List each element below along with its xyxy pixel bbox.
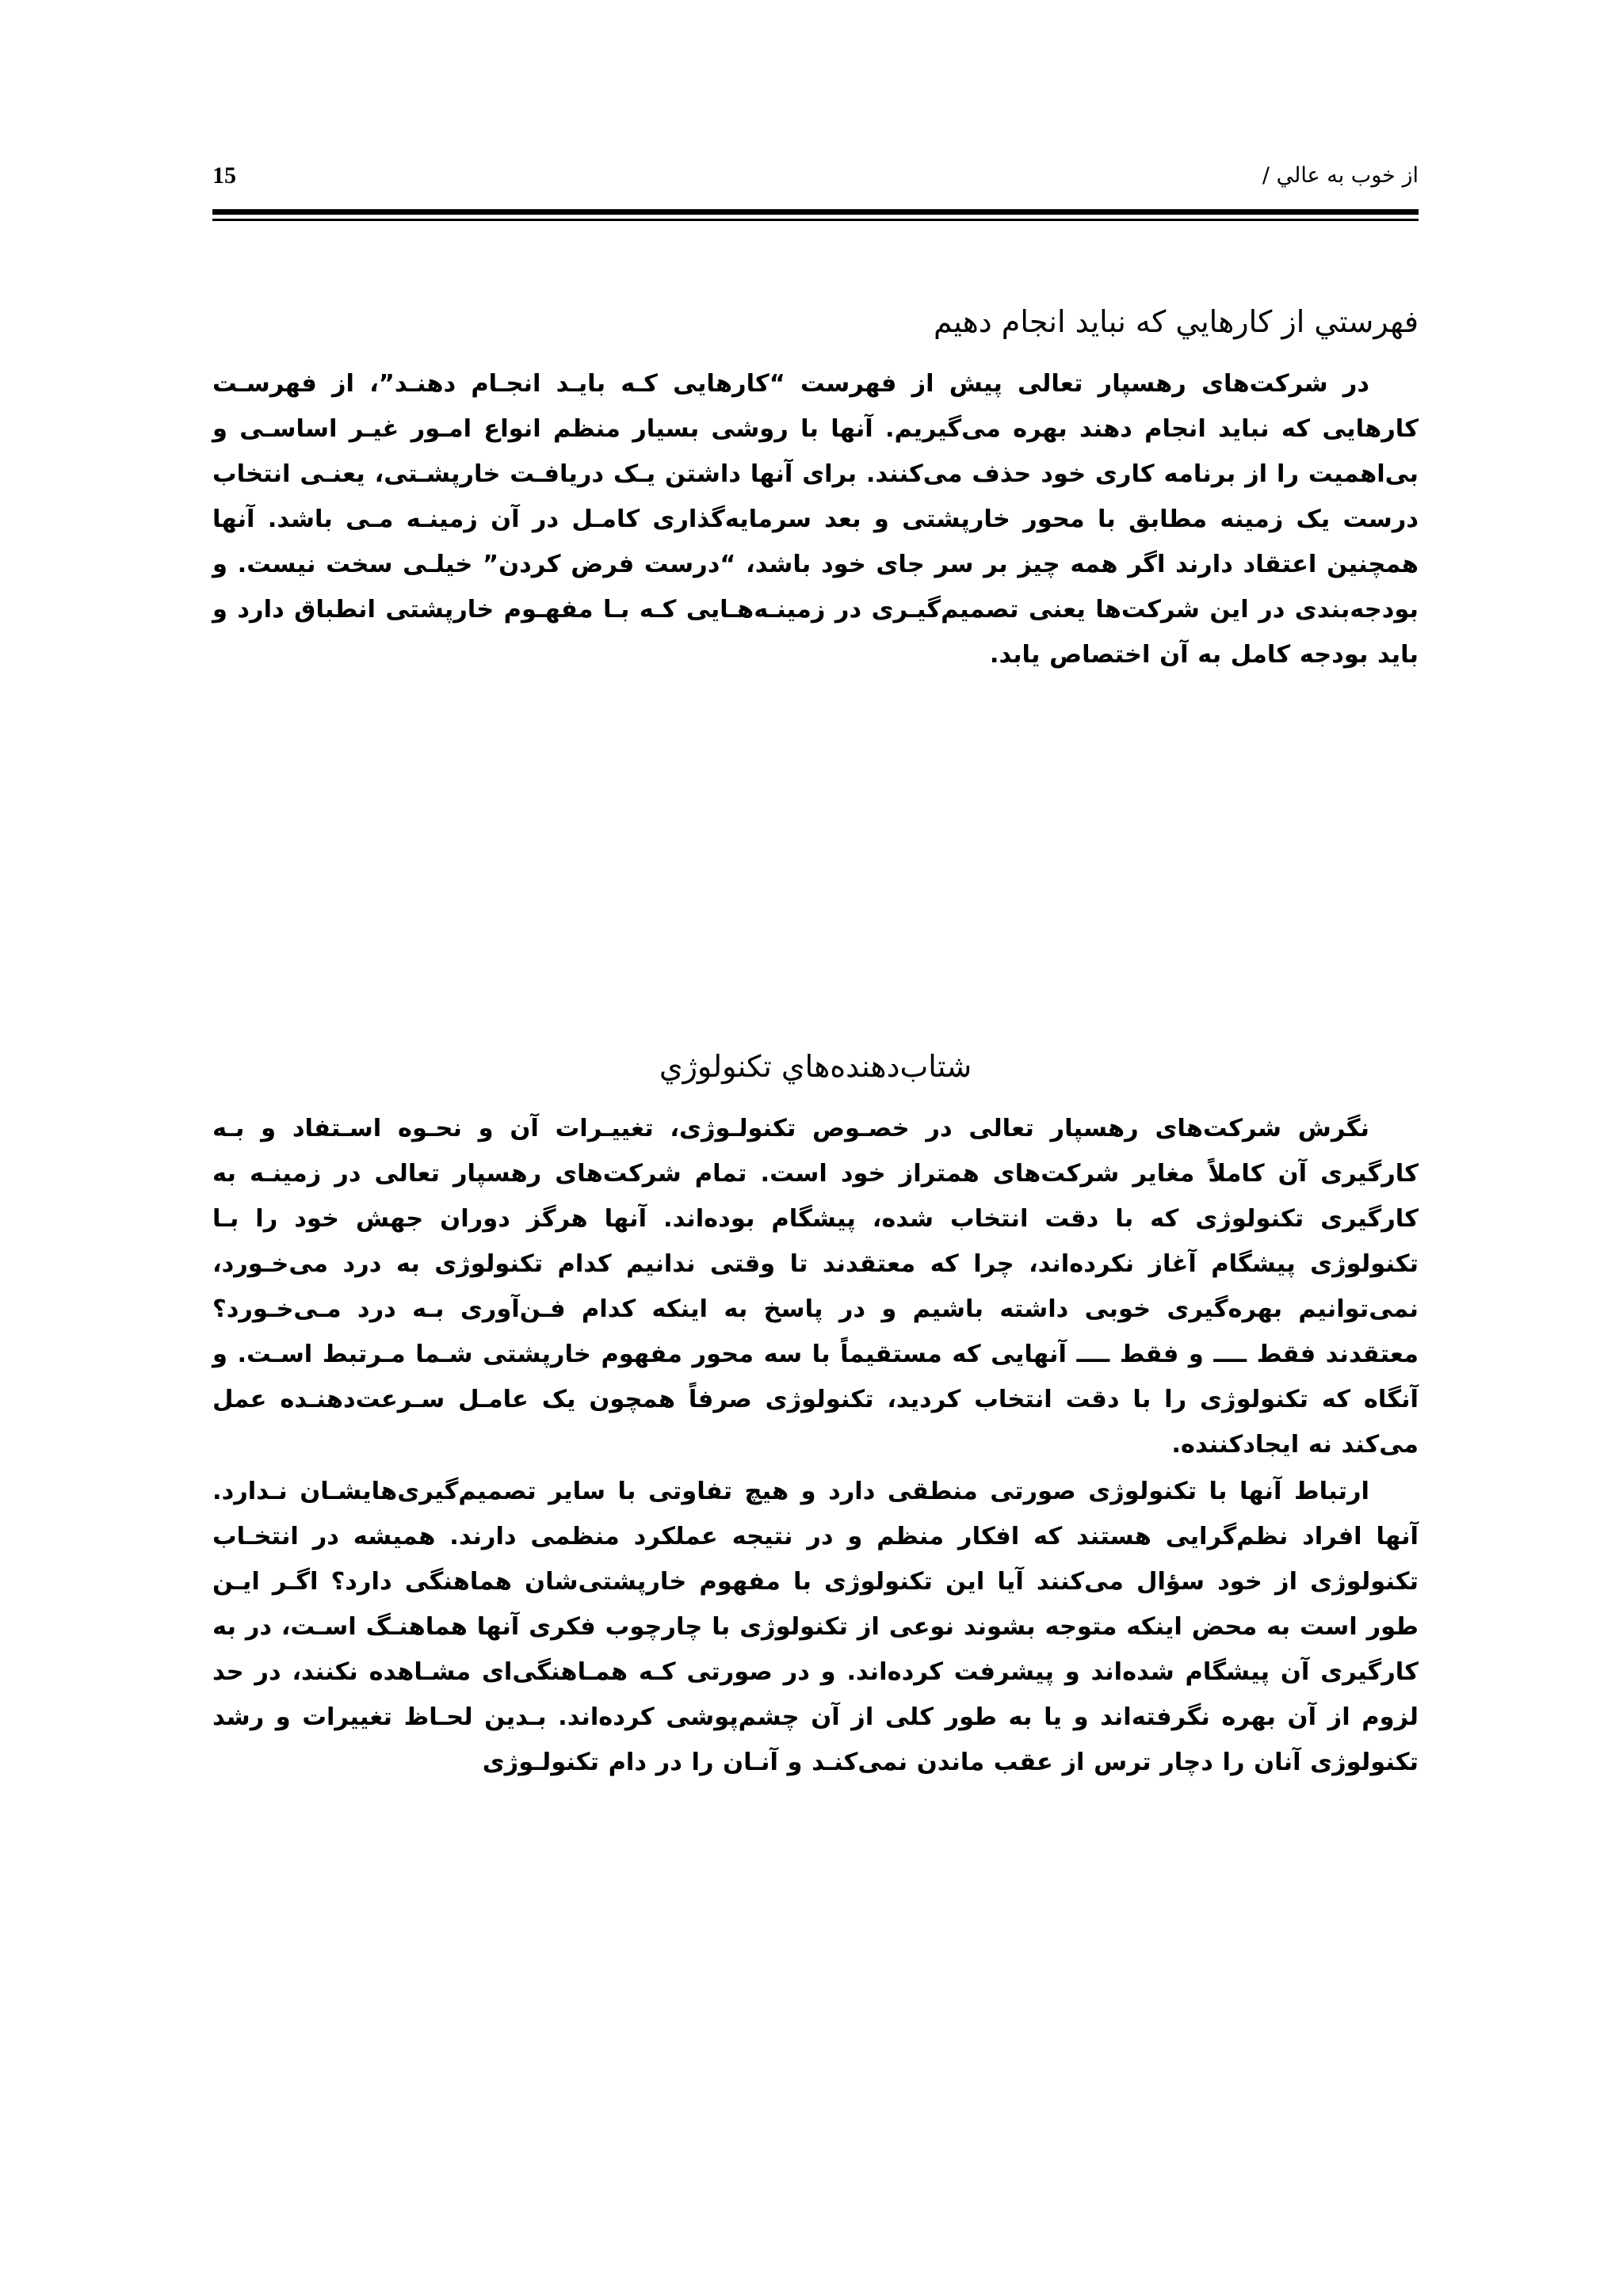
section-technology-accelerators [212,1044,1419,1787]
paragraph: نگرش شرکت‌های رهسپار تعالی در خصـوص تکنولـوژی، تغییـرات آن و نحـوه اسـتفاد و بـه کارگیری آن کاملاً مغایر شرکت‌های همتراز خود است. تمام شرکت‌های رهسپار تعالی در زمینـه به کارگیری تکنولوژی که با دقت انتخاب شده، پیشگام بوده‌اند. آنها هرگز دوران جهش خود را بـا تکنولوژی پیشگام آغاز نکرده‌اند، چرا که معتقدند تا وقتی ندانیم کدام تکنولوژی به درد می‌خـورد، نمی‌توانیم بهره‌گیری خوبی داشته باشیم و در پاسخ به اینکه کدام فـن‌آوری بـه درد مـی‌خـورد؟ معتقدند فقط ــــ و فقط ــــ آنهایی که مستقیماً با سه محور مفهوم خارپشتی شـما مـرتبط اسـت. و آنگاه که تکنولوژی را با دقت انتخاب کردید، تکنولوژی صرفاً همچون یک عامـل سـرعت‌دهنـده عمل می‌کند نه ایجادکننده. [212,1115,1419,1459]
page-header [212,155,1419,203]
paragraph: ارتباط آنها با تکنولوژی صورتی منطقی دارد و هیچ تفاوتی با سایر تصمیم‌گیری‌هایشـان نـدارد. آنها افراد نظم‌گرایی هستند که افکار منظم و در نتیجه عملکرد منظمی دارند. همیشه در انتخـاب تکنولوژی از خود سؤال می‌کنند آیا این تکنولوژی با مفهوم خارپشتی‌شان هماهنگی دارد؟ اگـر ایـن طور است به محض اینکه متوجه بشوند نوعی از تکنولوژی با چارچوب فکری آنها هماهنـگ اسـت، در به کارگیری آن پیشگام شده‌اند و پیشرفت کرده‌اند. و در صورتی کـه همـاهنگی‌ای مشـاهده نکنند، در حد لزوم از آن بهره نگرفته‌اند و یا به طور کلی از آن چشم‌پوشی کرده‌اند. بـدین لحـاظ تغییرات و رشد تکنولوژی آنان را دچار ترس از عقب ماندن نمی‌کنـد و آنـان را در دام تکنولـوژی [212,1478,1419,1776]
section-things-not-to-do [212,299,1419,679]
page-number: 15 [212,162,236,189]
section-heading: فهرستي از كارهايي كه نبايد انجام دهيم [934,304,1419,339]
section-heading: شتاب‌دهنده‌هاي تكنولوژي [659,1049,972,1084]
paragraph: در شرکت‌های رهسپار تعالی پیش از فهرست “کارهایی کـه بایـد انجـام دهنـد”، از فهرسـت کارهایی که نباید انجام دهند بهره می‌گیریم. آنها با روشی بسیار منظم انواع امـور غیـر اساسـی و بی‌اهمیت را از برنامه کاری خود حذف می‌کنند. برای آنها داشتن یـک دریافـت خارپشـتی، یعنـی انتخاب درست یک زمینه مطابق با محور خارپشتی و بعد سرمایه‌گذاری کامـل در آن زمینـه مـی باشد. آنها همچنین اعتقاد دارند اگر همه چیز بر سر جای خود باشد، “درست فرض کردن” خیلـی سخت نیست. و بودجه‌بندی در این شرکت‌ها یعنی تصمیم‌گیـری در زمینـه‌هـایی کـه بـا مفهـوم خارپشتی انطباق دارد و باید بودجه کامل به آن اختصاص یابد. [212,370,1419,669]
header-rule-thin [212,219,1419,221]
header-rule-thick [212,209,1419,215]
running-title: از خوب به عالي / [1262,163,1419,188]
